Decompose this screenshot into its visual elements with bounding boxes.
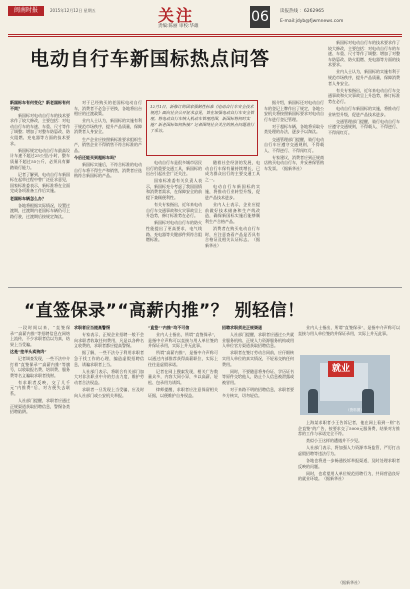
header-rule — [8, 34, 402, 35]
footer-source: （据新华社） — [338, 580, 362, 585]
paragraph: 据了解，一些不法分子利用求职者急于找工作的心理，编造虚假招聘信息，诱骗求职者上当。 — [74, 350, 144, 367]
article2-column-3 — [148, 325, 218, 575]
paragraph: 同时，也希望用人单位规范招聘行为，共同营造良好的就业环境。（据新华社） — [298, 470, 400, 482]
paragraph: 电动自行车新国标的实施，将推动行业转型升级，促进产品技术进步。 — [205, 183, 260, 201]
paragraph: 所谓“高薪内推”，是指中介声称可以通过内部推荐获得高薪职位，实际上往往是虚假承诺。 — [148, 350, 218, 367]
paragraph: 新国标对电动自行车的技术要求作了较大修改，主要包括：对电动自行车的车速、车重、尺寸等作了调整；增加了对整车防篡改、防火阻燃、充电器等方面的技术要求。 — [10, 112, 70, 146]
hotline: 读报热线 ：6262965 — [280, 9, 324, 14]
paragraph: 对于来路不明的招聘信息，求职者要多方核实，切勿轻信。 — [222, 386, 294, 398]
subhead: 招聘求职须走正规渠道 — [222, 325, 262, 330]
paragraph: 对于超标车辆，各地将采取分类处理的办法，逐步予以淘汰。 — [264, 123, 324, 135]
paragraph: 新国标对电动自行车的技术要求作了较大修改，主要包括：对电动自行车的车速、车重、尺寸等作了调整；增加了对整车防篡改、防火阻燃、充电器等方面的技术要求。 — [328, 40, 400, 68]
paragraph: 同时，不要随意将身份证、学历证书等原件交给他人，防止个人信息被泄露或被冒用。 — [222, 368, 294, 385]
paragraph: 消费者在购买电动自行车时，应注意查看产品是否具有合格证及相关认证标志。（据新华社） — [205, 226, 260, 248]
photo-person — [308, 389, 318, 413]
paragraph: 记者调查发现，一些不法中介打着“直签保录”“高薪内推”等旗号，以收取报名费、培训费、服务费等名义骗取求职者钱财。 — [10, 355, 70, 378]
paragraph: 人社部门表示，将联合有关部门加大对非法职业中介的打击力度，维护劳动者合法权益。 — [74, 368, 144, 385]
paragraph: 有求职者反映，交了几千元“内推费”后，对方便失去联系。 — [10, 379, 70, 397]
paragraph: 有关专家指出，近年来电动自行车交通事故和火灾事故呈上升趋势，修订标准势在必行。 — [146, 202, 202, 219]
paragraph: 人社部门提醒，求职者应通过正规渠道获取招聘信息，警惕各类招聘陷阱。 — [10, 398, 70, 415]
photo-caption: （资料图） — [346, 408, 364, 412]
photo-sign: 就业 — [328, 361, 354, 377]
paragraph: 对于已经购买的老国标电动自行车，消费者不必急于更换，各地将出台相应的过渡政策。 — [74, 100, 142, 117]
section-title: 关注 — [158, 6, 195, 25]
article1-lead-box: 12月1日，新修订的国家强制性标准《电动自行车安全技术规范》面向社会公开征求意见，旨在加强电动自行车安全管理。将电动自行车纳入机动车管理范围，新国标将何时实施？新老国标如何衔接？记者围绕社会关注的热点问题进行了采访。 — [146, 100, 258, 156]
employment-photo — [300, 355, 390, 415]
article1-column-1 — [10, 100, 70, 285]
article2-column-1 — [10, 325, 70, 575]
subhead: 新国标车有何变化？新老国标有何不同？ — [10, 100, 70, 111]
issue-date: 2015年12月12日 星期五 — [50, 8, 96, 13]
paragraph: 业内人士指出，所谓“直签保录”，是指中介声称可以直接与用人单位签约并保证录用，实际上并无此事。 — [148, 332, 218, 349]
email: E-mail:jdyb@fjwmnews.com — [280, 19, 344, 24]
article1-column-4 — [205, 160, 260, 285]
subhead: 求职者应当提高警惕 — [74, 325, 110, 330]
paragraph: 各地也将进一步畅通投诉举报渠道，及时处理求职者反映的问题。 — [298, 458, 400, 469]
subhead: “直签”“内推”均不可信 — [148, 325, 190, 330]
paragraph: 交通管理部门提醒，骑行电动自行车应遵守交通规则，不得载人、不得逆行、不得闯红灯。 — [264, 136, 324, 153]
paragraph: 专家表示，正规企业招聘一般不会向求职者收取任何费用，凡是以各种名义收费的，求职者都应提高警惕。 — [74, 332, 144, 349]
paragraph: 业内人士认为，新国标的实施有利于规范市场秩序，提升产品质量，保障消费者人身安全。 — [74, 118, 142, 135]
page-number: 06 — [250, 6, 270, 28]
paragraph: 一段时间以来，“直签保录”“高薪内推”等招聘信息在网络上流传，不少求职者信以为真，结果上当受骗。 — [10, 325, 70, 347]
subhead: 老国标车辆怎么办？ — [10, 195, 46, 201]
paragraph: 业内人士指出，所谓“直签保录”，是指中介声称可以直接与用人单位签约并保证录用，实际上并无此事。 — [298, 325, 400, 336]
paragraph: 国家标准委有关负责人表示，新国标充分考虑了我国国情和消费者需求，在保障安全的前提下兼顾便利性。 — [146, 178, 202, 201]
paragraph: 人社部门提醒，求职者应通过公共就业服务机构、正规人力资源服务机构或用人单位官方渠道获取招聘信息。 — [222, 332, 294, 349]
article2-column-5-top — [298, 325, 400, 353]
article1-column-5 — [264, 100, 324, 285]
paragraph: 据介绍，新国标还对电动自行车的登记上牌作出了规定，各地公安机关将按照新国标要求对电动自行车进行登记管理。 — [264, 100, 324, 122]
paragraph: 求职者在签订劳动合同前，应仔细核实用人单位的真实情况，不轻易交纳任何费用。 — [222, 350, 294, 367]
paragraph: 求职者一旦发现上当受骗，应及时向人社部门或公安机关举报。 — [74, 386, 144, 398]
subhead: 这是“挂羊头卖狗肉” — [10, 348, 47, 354]
paragraph: 记者在网上搜索发现，相关广告数量众多，内容大同小异，多以高薪、轻松、包录用为诱饵。 — [148, 368, 218, 385]
paragraph: 新国标实施后，不符合标准的电动自行车将不得生产和销售，消费者应选购符合新国标的产品。 — [74, 161, 142, 179]
article1-column-6 — [328, 40, 400, 285]
article-divider — [8, 287, 402, 288]
article1-column-3 — [146, 160, 202, 285]
paragraph: 有关专家指出，近年来电动自行车交通事故和火灾事故呈上升趋势，修订标准势在必行。 — [328, 87, 400, 104]
paragraph: 记者了解到，电动自行车新国标在起草过程中曾广泛征求意见，国家标准委表示，新标准将在全面完成各项准备工作后实施。 — [10, 171, 70, 194]
paragraph: 生产企业应按照新标准要求组织生产，销售企业不得销售不符合标准的产品。 — [74, 136, 142, 153]
article2-column-4 — [222, 325, 294, 575]
paragraph: 上海某求职者小王告诉记者，他在网上看到一则“名企直签”的广告，按要求交了5000元服务费，结果对方推荐的工作与承诺完全不符。 — [298, 420, 400, 437]
article1-headline: 电动自行车新国标热点问答 — [30, 48, 271, 70]
paragraph: 交通管理部门提醒，骑行电动自行车应遵守交通规则，不得载人、不得逆行、不得闯红灯。 — [328, 118, 400, 135]
paragraph: 人社部门表示，将加强人力资源市场监管，严厉打击虚假招聘等违法行为。 — [298, 445, 400, 456]
paragraph: 新国标对电动自行车的防火性能提出了更高要求，电气线路、充电器等关键部件须符合阻燃标准。 — [146, 220, 202, 243]
paragraph: 类似小王这样的遭遇并不少见。 — [306, 438, 362, 444]
article2-headline: “直签保录”“高薪内推”？ 别轻信！ — [24, 301, 305, 321]
paragraph: 业内人士认为，新国标的实施有利于规范市场秩序，提升产品质量，保障消费者人身安全。 — [328, 69, 400, 86]
paragraph: 电动自行车新国标的实施，将推动行业转型升级，促进产品技术进步。 — [328, 106, 400, 117]
header-rule-thin — [8, 36, 402, 37]
article2-column-5 — [298, 420, 400, 575]
paragraph: 各地将根据实际情况，设置过渡期，过渡期内老国标车辆仍可上路行驶，过渡期后按规定淘汰。 — [10, 202, 70, 219]
paragraph: 律师提醒，求职者应注意保留相关证据，以便维护自身权益。 — [148, 386, 218, 398]
paragraph: 随着社会经济的发展，电动自行车保有量持续增长，已成为群众出行的主要交通工具之一。 — [205, 160, 260, 182]
paragraph: 业内人士表示，企业应提前做好技术储备和生产线改造，确保新国标实施后能够顺利生产合格产品。 — [205, 202, 260, 224]
newspaper-logo: 闽南时报 — [8, 6, 44, 16]
article1-column-2 — [74, 100, 142, 285]
paragraph: 电动自行车是很多城市居民出行的重要交通工具，新国标的出台引起社会广泛关注。 — [146, 160, 202, 177]
paragraph: 新国标规定电动自行车最高设计车速不超过25公里/小时，整车质量不超过55公斤，必须具有脚踏骑行能力。 — [10, 147, 70, 170]
paragraph: 专家建议，消费者应到正规商店购买电动自行车，并妥善保管购车发票。（据新华社） — [264, 154, 324, 172]
editors-line: 责编:陈丽 审校:华雄 — [158, 24, 199, 29]
subhead: 今后还能买到超标车吗？ — [74, 154, 118, 160]
article2-column-2 — [74, 325, 144, 575]
